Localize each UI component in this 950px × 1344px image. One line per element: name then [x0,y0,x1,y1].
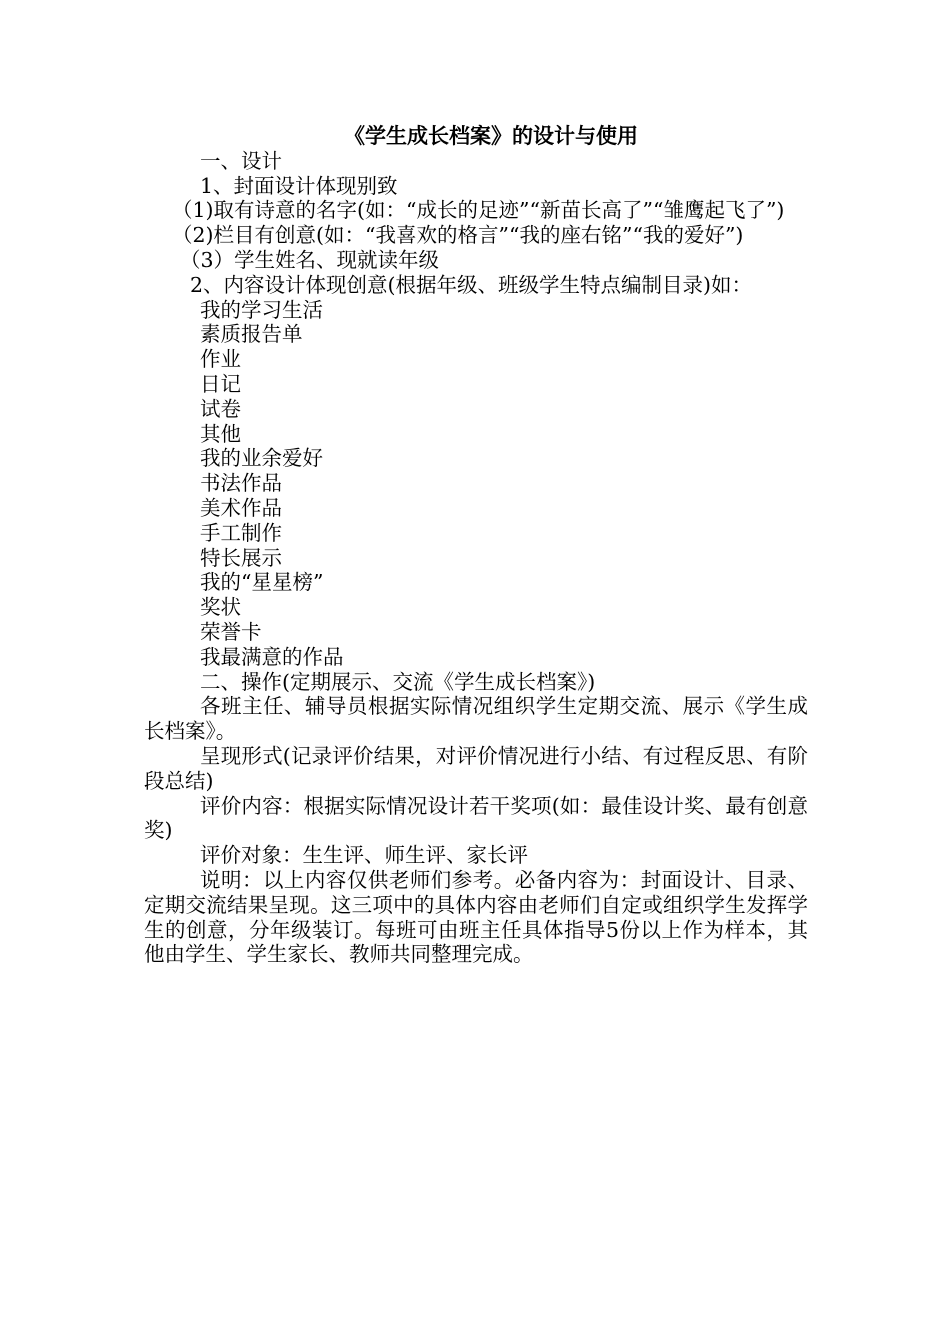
paragraph-evaluation-content: 评价内容：根据实际情况设计若干奖项(如：最佳设计奖、最有创意奖) [144,793,808,843]
list-item: 手工制作 [200,520,282,545]
document-page [144,124,808,967]
paragraph-exchange: 各班主任、辅导员根据实际情况组织学生定期交流、展示《学生成长档案》。 [144,694,808,744]
list-item: 我的“星星榜” [200,570,324,595]
cover-item-student-info: （3）学生姓名、现就读年级 [180,247,440,272]
list-item: 我最满意的作品 [200,644,344,669]
table-of-contents-list [144,298,808,670]
list-item: 书法作品 [200,471,282,496]
paragraph-evaluation-target: 评价对象：生生评、师生评、家长评 [200,843,528,868]
cover-item-name: （1)取有诗意的名字(如：“成长的足迹”“新苗长高了”“雏鹰起飞了”) [172,198,785,223]
paragraph-notes: 说明：以上内容仅供老师们参考。必备内容为：封面设计、目录、定期交流结果呈现。这三项中的具体内容由老师们自定或组织学生发挥学生的创意，分年级装订。每班可由班主任具体指导5份以上作为样本，其他由学生、学生家长、教师共同整理完成。 [144,867,808,967]
list-item: 美术作品 [200,495,282,520]
list-item: 试卷 [200,396,241,421]
list-item: 其他 [200,421,241,446]
document-title: 《学生成长档案》的设计与使用 [344,123,638,148]
list-item: 奖状 [200,595,241,620]
list-item: 荣誉卡 [200,619,262,644]
list-item: 素质报告单 [200,322,303,347]
list-item: 我的业余爱好 [200,446,323,471]
list-item: 日记 [200,371,241,396]
list-item: 特长展示 [200,545,282,570]
paragraph-presentation-form: 呈现形式(记录评价结果，对评价情况进行小结、有过程反思、有阶段总结) [144,743,808,793]
section-heading-operation: 二、操作(定期展示、交流《学生成长档案》) [200,669,596,694]
subheading-content-design: 2、内容设计体现创意(根据年级、班级学生特点编制目录)如： [190,272,753,297]
list-item: 我的学习生活 [200,297,323,322]
list-item: 作业 [200,347,241,372]
cover-item-columns: （2)栏目有创意(如：“我喜欢的格言”“我的座右铭”“我的爱好”) [172,223,744,248]
section-heading-design: 一、设计 [200,148,282,173]
subheading-cover-design: 1、封面设计体现别致 [200,173,398,198]
